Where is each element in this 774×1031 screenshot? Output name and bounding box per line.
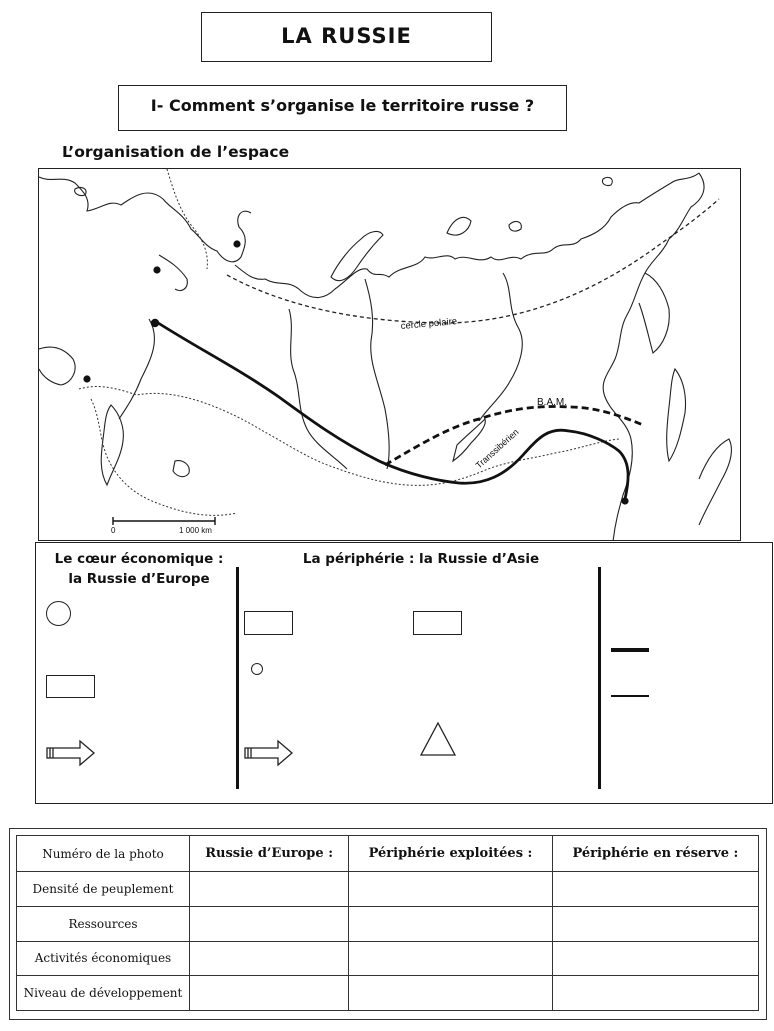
- sea-black: [39, 347, 75, 385]
- polar-circle: [227, 199, 719, 323]
- city-moscow: [151, 319, 159, 327]
- legend-box: [35, 542, 773, 804]
- table-cell[interactable]: [552, 976, 758, 1011]
- coastline-white-sea: [159, 255, 187, 291]
- legend-thick-line: [611, 648, 649, 652]
- table-cell[interactable]: [190, 906, 349, 941]
- legend-core-rectangle: [46, 675, 95, 698]
- label-bam: B.A.M.: [537, 397, 568, 408]
- transsiberian-line: [155, 321, 628, 499]
- legend-periphery-arrow-icon: [244, 739, 294, 767]
- river-volga: [119, 319, 154, 419]
- table-cell[interactable]: [190, 976, 349, 1011]
- peninsula-kamchatka: [639, 273, 669, 353]
- legend-periphery-triangle-icon: [419, 721, 457, 757]
- table-cell[interactable]: [552, 872, 758, 907]
- title-box: [201, 12, 492, 62]
- border-southwest: [91, 399, 237, 515]
- label-polar-circle: cercle polaire: [400, 316, 458, 332]
- island-small-2: [602, 177, 612, 185]
- table-row: [17, 872, 759, 907]
- russia-map: [38, 168, 741, 541]
- legend-periphery-small-circle: [251, 663, 263, 675]
- river-yenisei: [365, 279, 389, 469]
- row-label: Niveau de développement: [17, 976, 190, 1011]
- island-small-1: [509, 222, 521, 232]
- island-sakhalin: [667, 369, 686, 461]
- row-label: Activités économiques: [17, 941, 190, 976]
- map-drawing: [39, 169, 741, 541]
- table-cell[interactable]: [552, 941, 758, 976]
- table-cell[interactable]: [349, 906, 553, 941]
- header-europe: Russie d’Europe :: [190, 836, 349, 872]
- river-ob: [289, 309, 347, 469]
- header-reserve: Périphérie en réserve :: [552, 836, 758, 872]
- legend-divider-right: [598, 567, 601, 789]
- label-scale-km: 1 000 km: [179, 526, 212, 535]
- coastline-arctic: [235, 173, 699, 298]
- legend-thin-line: [611, 695, 649, 697]
- question-title: I- Comment s’organise le territoire russe ?: [150, 96, 535, 115]
- city-vladivostok: [621, 497, 628, 504]
- coastline-scandinavia: [39, 177, 251, 262]
- table-row: [17, 941, 759, 976]
- label-scale-zero: 0: [111, 526, 116, 535]
- table-cell[interactable]: [190, 872, 349, 907]
- legend-core-arrow-icon: [46, 739, 96, 767]
- legend-core-circle: [46, 601, 71, 626]
- question-box: [118, 85, 567, 131]
- city-murmansk: [233, 240, 240, 247]
- legend-core-title-line2: la Russie d’Europe: [68, 571, 210, 587]
- table-cell[interactable]: [349, 941, 553, 976]
- legend-core-title-line1: Le cœur économique :: [54, 551, 224, 567]
- table-cell[interactable]: [349, 976, 553, 1011]
- header-photo: Numéro de la photo: [17, 836, 190, 872]
- city-rostov: [83, 375, 90, 382]
- table-cell[interactable]: [190, 941, 349, 976]
- header-exploited: Périphérie exploitées :: [349, 836, 553, 872]
- legend-periphery-rectangle-2: [413, 611, 462, 635]
- map-section-title: L’organisation de l’espace: [62, 143, 290, 161]
- table-cell[interactable]: [349, 872, 553, 907]
- table-frame: [9, 828, 767, 1020]
- island-novaya-zemlya: [331, 232, 383, 281]
- legend-periphery-title: La périphérie : la Russie d’Asie: [302, 551, 540, 567]
- city-arkhangelsk: [153, 266, 160, 273]
- row-label: Ressources: [17, 906, 190, 941]
- legend-periphery-rectangle-1: [244, 611, 293, 635]
- table-row: [17, 906, 759, 941]
- row-label: Densité de peuplement: [17, 872, 190, 907]
- page-title: LA RUSSIE: [281, 24, 412, 48]
- table-row: [17, 976, 759, 1011]
- table-cell[interactable]: [552, 906, 758, 941]
- legend-divider-left: [236, 567, 239, 789]
- comparison-table: [16, 835, 759, 1011]
- river-lena: [479, 273, 522, 421]
- coastline-japan: [699, 439, 731, 525]
- coastline-pacific: [603, 173, 704, 541]
- sea-aral: [173, 461, 189, 477]
- scale-bar: [113, 517, 215, 525]
- island-severnaya: [447, 217, 471, 235]
- legend-core-title: [44, 551, 234, 587]
- table-header-row: [17, 836, 759, 872]
- label-transsib: Transsibérien: [473, 426, 521, 471]
- border-west: [167, 169, 207, 269]
